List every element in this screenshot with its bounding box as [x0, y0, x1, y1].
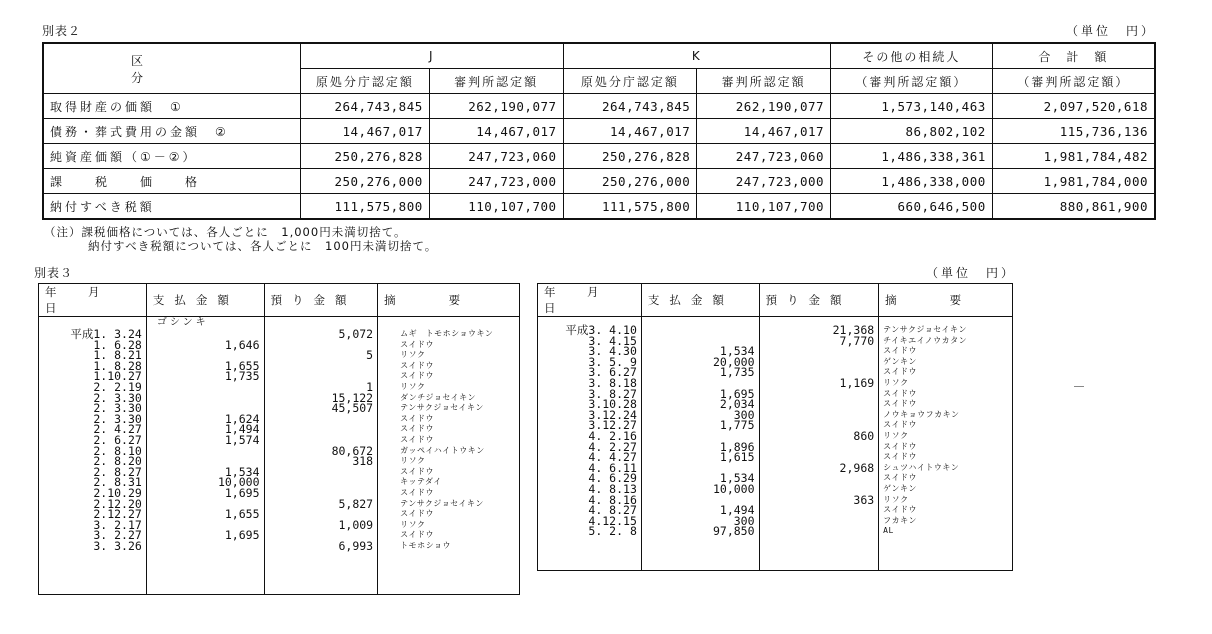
ledger-date-value: 2.12.20: [93, 496, 142, 511]
ledger-memo-value: リソク: [400, 381, 426, 391]
ledger-date-value: 1. 6.28: [93, 337, 142, 352]
deposit-column: [265, 317, 378, 551]
ledger-date-value: 2. 3.30: [93, 401, 142, 416]
ledger-date-value: 3.10.28: [588, 397, 637, 412]
date-column: [39, 317, 146, 551]
ledger-date-value: 2. 4.27: [93, 422, 142, 437]
ledger-pay-value: 1,655: [224, 358, 260, 373]
ledger-dep-value: [764, 505, 875, 516]
ledger-dep-value: [764, 516, 875, 527]
sub-header-k2: 審判所認定額: [697, 69, 831, 94]
cell: 247,723,000: [429, 169, 563, 194]
ledger-pay-value: 1,534: [719, 471, 755, 486]
ledger-date-value: 4. 8.16: [588, 492, 637, 507]
ledger-pay-value: 1,735: [224, 369, 260, 384]
ledger-pay-value: [151, 446, 260, 457]
ledger-memo-value: スイドウ: [400, 360, 434, 370]
ledger-date-value: 3. 4.30: [588, 344, 637, 359]
ledger-date-value: 2. 8.20: [93, 454, 142, 469]
ledger-memo-value: チイキエイノウカタン: [883, 335, 968, 345]
table2-row: [43, 144, 1155, 169]
row-label: 納付すべき税額: [43, 194, 300, 220]
ledger-memo-value: テンサクジョセイキン: [400, 403, 484, 413]
ledger-dep-value: 5,072: [338, 327, 374, 341]
ledger-dep-value: [269, 414, 374, 425]
ledger-pay-value: 1,494: [224, 422, 260, 437]
ledger-dep-value: 45,507: [331, 401, 374, 416]
cell: 264,743,845: [300, 94, 429, 119]
ledger-memo-value: ノウキョウフカキン: [883, 409, 960, 419]
header-payment: 支払金額: [146, 284, 264, 317]
cell: 262,190,077: [697, 94, 831, 119]
ledger-pay-value: 1,534: [719, 344, 755, 359]
ledger-dep-value: 5: [366, 348, 374, 363]
ledger-memo-value: スイドウ: [400, 509, 434, 519]
ledger-pay-value: 1,655: [224, 507, 260, 522]
payment-column: [147, 329, 264, 551]
sub-header-j2: 審判所認定額: [429, 69, 563, 94]
cell: 660,646,500: [831, 194, 993, 220]
ledger-memo-value: ゲンキン: [883, 483, 917, 493]
cell: 14,467,017: [563, 119, 697, 144]
table2-unit: （単位 円）: [1066, 24, 1157, 38]
stray-mark: [1074, 386, 1084, 387]
ledger-dep-value: [764, 442, 875, 453]
ledger-pay-value: 10,000: [712, 481, 755, 496]
ledger-date-value: 2.10.29: [93, 485, 142, 500]
ledger-dep-value: 5,827: [338, 496, 374, 511]
ledger-dep-value: [269, 467, 374, 478]
ledger-memo-value: シュツハイトウキン: [883, 462, 960, 472]
table2: [42, 42, 1156, 220]
ledger-date-value: 3.12.24: [588, 407, 637, 422]
ledger-memo-value: リソク: [400, 456, 426, 466]
cell: 111,575,800: [300, 194, 429, 220]
cell: 110,107,700: [429, 194, 563, 220]
ledger-date-value: 4. 6.11: [588, 460, 637, 475]
ledger-memo-value: スイドウ: [883, 452, 918, 462]
cell: 14,467,017: [300, 119, 429, 144]
ledger-pay-value: 20,000: [712, 354, 755, 369]
ledger-memo-value: リソク: [400, 519, 426, 529]
ledger-date-value: 1.10.27: [93, 369, 142, 384]
ledger-date-value: 3. 4.15: [588, 333, 637, 348]
ledger-memo-value: スイドウ: [883, 505, 918, 515]
ledger-pay-value: 1,646: [224, 337, 260, 352]
ledger-date-value: 3. 8.27: [588, 386, 637, 401]
header-date: 年 月 日: [39, 284, 147, 317]
ledger-date-value: 2. 8.31: [93, 475, 142, 490]
ledger-date-value: 2. 8.27: [93, 464, 142, 479]
ledger-dep-value: [764, 526, 875, 537]
cell: 14,467,017: [697, 119, 831, 144]
ledger-date-value: 3. 6.27: [588, 365, 637, 380]
cell: 115,736,136: [992, 119, 1155, 144]
ledger-dep-value: 80,672: [331, 443, 374, 458]
ledger-pay-value: 1,615: [719, 450, 755, 465]
header-memo: 摘 要: [378, 284, 520, 317]
ledger-pay-value: [646, 325, 755, 336]
ledger-date-value: 4. 8.13: [588, 481, 637, 496]
payment-column: [642, 317, 759, 537]
cell: 247,723,000: [697, 169, 831, 194]
ledger-dep-value: 1: [366, 379, 374, 394]
ledger-date-value: 3. 2.27: [93, 528, 142, 543]
ledger-memo-value: スイドウ: [883, 441, 918, 451]
group-k-header: K: [563, 43, 831, 69]
ledger-date-value: 3.12.27: [588, 418, 637, 433]
table2-row: [43, 169, 1155, 194]
ledger-dep-value: [764, 410, 875, 421]
ledger-date-value: 3. 2.17: [93, 517, 142, 532]
table3-right: [537, 283, 1013, 571]
sub-header-other: （審判所認定額）: [831, 69, 993, 94]
ledger-dep-value: [764, 389, 875, 400]
ledger-pay-value: 1,775: [719, 418, 755, 433]
cell: 262,190,077: [429, 94, 563, 119]
ledger-memo-value: スイドウ: [400, 487, 434, 497]
ledger-dep-value: 7,770: [839, 333, 875, 348]
ledger-memo-value: キッテダイ: [400, 477, 442, 487]
ledger-pay-value: [151, 393, 260, 404]
ledger-date-value: 平成3. 4.10: [565, 323, 637, 337]
ledger-memo-value: スイドウ: [400, 434, 434, 444]
ledger-memo-value: スイドウ: [400, 339, 434, 349]
header-deposit: 預り金額: [759, 284, 879, 317]
ledger-pay-value: 1,574: [224, 432, 260, 447]
ledger-dep-value: 6,993: [338, 538, 374, 553]
ledger-date-value: 4. 6.29: [588, 471, 637, 486]
table2-note-1: （注）課税価格については、各人ごとに 1,000円未満切捨て。: [44, 225, 407, 239]
cell: 250,276,828: [563, 144, 697, 169]
cell: 1,573,140,463: [831, 94, 993, 119]
ledger-memo-value: リソク: [883, 494, 909, 504]
cell: 247,723,060: [697, 144, 831, 169]
deposit-column: [760, 317, 879, 537]
cell: 1,981,784,000: [992, 169, 1155, 194]
header-memo: 摘 要: [879, 284, 1013, 317]
ledger-dep-value: [764, 346, 875, 357]
ledger-memo-value: テンサクジョセイキン: [400, 498, 484, 508]
table2-label: 別表２: [42, 24, 82, 38]
ledger-memo-value: トモホショウ: [400, 540, 451, 550]
cell: 14,467,017: [429, 119, 563, 144]
ledger-pay-value: 1,624: [224, 411, 260, 426]
table2-row: [43, 94, 1155, 119]
ledger-dep-value: 363: [853, 492, 875, 507]
table2-note-2: 納付すべき税額については、各人ごとに 100円未満切捨て。: [88, 239, 438, 253]
memo-column: [879, 317, 1012, 537]
cell: 2,097,520,618: [992, 94, 1155, 119]
cell: 264,743,845: [563, 94, 697, 119]
ledger-dep-value: 15,122: [331, 390, 374, 405]
ledger-memo-value: スイドウ: [400, 530, 434, 540]
ledger-memo-value: リソク: [883, 430, 909, 440]
ledger-memo-value: スイドウ: [883, 388, 918, 398]
ledger-dep-value: [764, 399, 875, 410]
ledger-pay-value: 1,695: [224, 528, 260, 543]
ledger-memo-value: スイドウ: [883, 399, 918, 409]
ledger-date-value: 1. 8.28: [93, 358, 142, 373]
header-deposit: 預り金額: [264, 284, 378, 317]
ledger-dep-value: 1,009: [338, 517, 374, 532]
ledger-pay-value: [151, 541, 260, 552]
ledger-memo-value: ダンチジョセイキン: [400, 392, 477, 402]
ledger-date-value: 4. 2.16: [588, 428, 637, 443]
ledger-date-value: 3. 5. 9: [588, 354, 637, 369]
ledger-memo-value: リソク: [883, 377, 909, 387]
sub-header-total: （審判所認定額）: [992, 69, 1155, 94]
cell: 1,486,338,000: [831, 169, 993, 194]
ledger-dep-value: 21,368: [832, 323, 875, 337]
ledger-pay-value: 1,534: [224, 464, 260, 479]
ledger-dep-value: 2,968: [839, 460, 875, 475]
ledger-dep-value: 1,169: [839, 375, 875, 390]
sub-header-j1: 原処分庁認定額: [300, 69, 429, 94]
ledger-dep-value: [269, 340, 374, 351]
ledger-pay-value: 1,494: [719, 503, 755, 518]
table3-left: [38, 283, 520, 595]
ledger-pay-value: 97,850: [712, 524, 755, 539]
header-date: 年 月 日: [538, 284, 642, 317]
ledger-pay-value: 2,034: [719, 397, 755, 412]
ledger-date-value: 3. 8.18: [588, 375, 637, 390]
ledger-memo-value: スイドウ: [883, 367, 918, 377]
ledger-memo-value: ガッペイハイトウキン: [400, 445, 485, 455]
ledger-date-value: 4. 8.27: [588, 503, 637, 518]
cell: 247,723,060: [429, 144, 563, 169]
cell: 250,276,000: [563, 169, 697, 194]
ledger-memo-value: AL: [883, 526, 894, 536]
ledger-memo-value: スイドウ: [883, 473, 918, 483]
ledger-dep-value: [269, 361, 374, 372]
ledger-date-value: 4. 2.27: [588, 439, 637, 454]
date-column: [538, 317, 641, 537]
group-j-header: J: [300, 43, 563, 69]
cell: 86,802,102: [831, 119, 993, 144]
row-label: 課 税 価 格: [43, 169, 300, 194]
ledger-memo-value: テンサクジョセイキン: [883, 325, 967, 334]
ledger-dep-value: [764, 473, 875, 484]
ledger-pay-value: 1,896: [719, 439, 755, 454]
ledger-date-value: 2. 8.10: [93, 443, 142, 458]
ledger-pay-value: 300: [733, 513, 755, 528]
ledger-date-value: 2. 3.30: [93, 390, 142, 405]
ledger-dep-value: [764, 357, 875, 368]
ledger-pay-value: 1,695: [719, 386, 755, 401]
cell: 250,276,828: [300, 144, 429, 169]
ledger-memo-value: ムギ トモホショウキン: [400, 329, 494, 338]
ledger-memo-value: リソク: [400, 350, 426, 360]
ledger-memo-value: スイドウ: [400, 466, 434, 476]
row-label: 債務・葬式費用の金額 ②: [43, 119, 300, 144]
ledger-date-value: 4. 4.27: [588, 450, 637, 465]
cell: 1,486,338,361: [831, 144, 993, 169]
ledger-dep-value: 860: [853, 428, 875, 443]
ledger-dep-value: [269, 424, 374, 435]
cell: 250,276,000: [300, 169, 429, 194]
table2-row: [43, 194, 1155, 220]
sub-header-k1: 原処分庁認定額: [563, 69, 697, 94]
group-other-header: その他の相続人: [831, 43, 993, 69]
ledger-pay-value: 300: [733, 407, 755, 422]
ledger-date-value: 1. 8.21: [93, 348, 142, 363]
group-total-header: 合 計 額: [992, 43, 1155, 69]
header-payment: 支払金額: [641, 284, 759, 317]
ledger-date-value: 5. 2. 8: [588, 524, 637, 539]
ledger-memo-value: スイドウ: [400, 371, 434, 381]
ledger-dep-value: 318: [352, 454, 374, 469]
cell: 880,861,900: [992, 194, 1155, 220]
ledger-memo-value: スイドウ: [400, 424, 434, 434]
ledger-memo-value: スイドウ: [883, 420, 918, 430]
ledger-memo-value: スイドウ: [400, 413, 434, 423]
ledger-dep-value: [269, 371, 374, 382]
ledger-memo-value: スイドウ: [883, 346, 918, 356]
ledger-date-value: 2.12.27: [93, 507, 142, 522]
ledger-date-value: 2. 3.30: [93, 411, 142, 426]
corner-header: 区 分: [43, 43, 300, 94]
ledger-date-value: 2. 2.19: [93, 379, 142, 394]
ledger-dep-value: [269, 477, 374, 488]
ledger-memo-value: ゲンキン: [883, 356, 917, 366]
ledger-date-value: 平成1. 3.24: [70, 327, 142, 341]
ledger-memo-value: フカキン: [883, 515, 918, 525]
top-memo: ゴシンキ: [156, 317, 209, 328]
memo-column: [378, 317, 519, 551]
row-label: 純資産価額（①－②）: [43, 144, 300, 169]
cell: 110,107,700: [697, 194, 831, 220]
ledger-pay-value: 1,735: [719, 365, 755, 380]
ledger-date-value: 3. 3.26: [93, 538, 142, 553]
ledger-date-value: 4.12.15: [588, 513, 637, 528]
cell: 1,981,784,482: [992, 144, 1155, 169]
table3-unit: （単位 円）: [926, 266, 1017, 280]
table2-row: [43, 119, 1155, 144]
ledger-date-value: 2. 6.27: [93, 432, 142, 447]
table3-label: 別表３: [34, 266, 74, 280]
cell: 111,575,800: [563, 194, 697, 220]
ledger-pay-value: 1,695: [224, 485, 260, 500]
row-label: 取得財産の価額 ①: [43, 94, 300, 119]
ledger-pay-value: [151, 382, 260, 393]
ledger-pay-value: 10,000: [217, 475, 260, 490]
